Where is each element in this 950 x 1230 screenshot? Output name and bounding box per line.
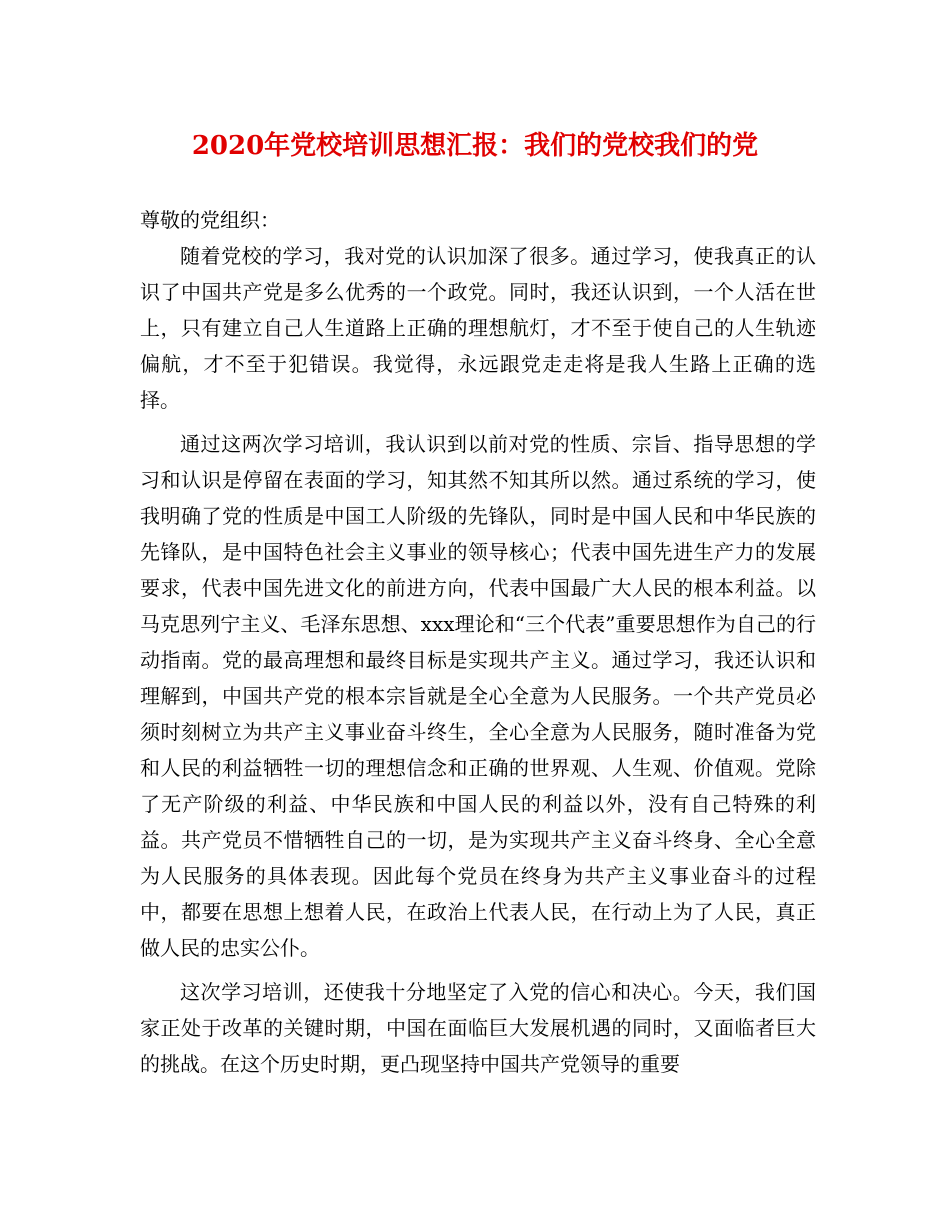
salutation: 尊敬的党组织： (140, 208, 280, 232)
paragraph-2: 通过这两次学习培训，我认识到以前对党的性质、宗旨、指导思想的学习和认识是停留在表面的学习，知其然不知其所以然。通过系统的学习，使我明确了党的性质是中国工人阶级的先锋队，同时是中国人民和中华民族的先锋队，是中国特色社会主义事业的领导核心；代表中国先进生产力的发展要求，代表中国先进文化的前进方向，代表中国最广大人民的根本利益。以马克思列宁主义、毛泽东思想、xxx理论和“三个代表”重要思想作为自己的行动指南。党的最高理想和最终目标是实现共产主义。通过学习，我还认识和理解到，中国共产党的根本宗旨就是全心全意为人民服务。一个共产党员必须时刻树立为共产主义事业奋斗终生，全心全意为人民服务，随时准备为党和人民的利益牺牲一切的理想信念和正确的世界观、人生观、价值观。党除了无产阶级的利益、中华民族和中国人民的利益以外，没有自己特殊的利益。共产党员不惜牺牲自己的一切，是为实现共产主义奋斗终身、全心全意为人民服务的具体表现。因此每个党员在终身为共产主义事业奋斗的过程中，都要在思想上想着人民，在政治上代表人民，在行动上为了人民，真正做人民的忠实公仆。 (140, 432, 816, 960)
paragraph-3: 这次学习培训，还使我十分地坚定了入党的信心和决心。今天，我们国家正处于改革的关键时期，中国在面临巨大发展机遇的同时，又面临者巨大的挑战。在这个历史时期，更凸现坚持中国共产党领导的重要 (140, 980, 816, 1076)
document-title: 2020年党校培训思想汇报：我们的党校我们的党 (191, 131, 759, 161)
document-body (140, 202, 816, 1082)
paragraph-1: 随着党校的学习，我对党的认识加深了很多。通过学习，使我真正的认识了中国共产党是多么优秀的一个政党。同时，我还认识到，一个人活在世上，只有建立自己人生道路上正确的理想航灯，才不至于使自己的人生轨迹偏航，才不至于犯错误。我觉得，永远跟党走走将是我人生路上正确的选择。 (140, 244, 816, 412)
